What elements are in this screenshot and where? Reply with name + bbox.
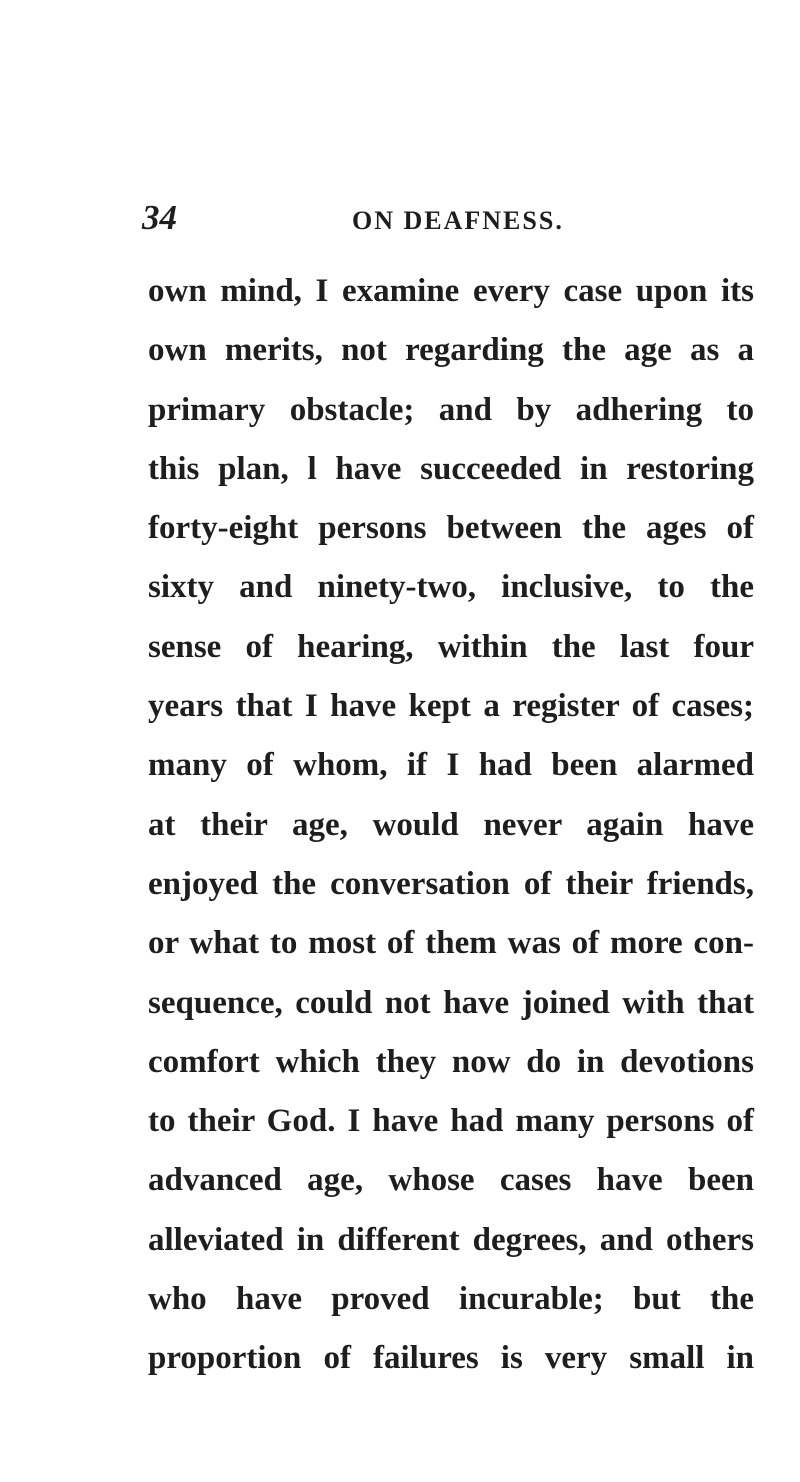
text-line: many of whom, if I had been alarmed <box>148 747 754 784</box>
text-line: advanced age, whose cases have been <box>148 1162 754 1199</box>
text-line: years that I have kept a register of cases; <box>148 688 754 725</box>
running-title: ON DEAFNESS. <box>352 206 564 235</box>
text-line: own mind, I examine every case upon its <box>148 273 754 309</box>
text-line: comfort which they now do in devotions <box>148 1043 754 1080</box>
text-line: own merits, not regarding the age as a <box>148 332 754 369</box>
text-line: to their God. I have had many persons of <box>148 1103 754 1140</box>
text-line: forty-eight persons between the ages of <box>148 510 754 547</box>
text-line: this plan, l have succeeded in restoring <box>148 450 754 487</box>
body-text <box>148 262 754 1389</box>
text-line: or what to most of them was of more con- <box>148 925 754 962</box>
text-line: enjoyed the conversation of their friends, <box>148 865 754 902</box>
text-line: alleviated in different degrees, and others <box>148 1221 754 1258</box>
text-line: proportion of failures is very small in <box>148 1340 754 1377</box>
text-line: at their age, would never again have <box>148 806 754 843</box>
text-line: who have proved incurable; but the <box>148 1281 754 1318</box>
text-line: sense of hearing, within the last four <box>148 628 754 665</box>
page-number: 34 <box>142 198 177 237</box>
text-line: sixty and ninety-two, inclusive, to the <box>148 569 754 606</box>
text-line: primary obstacle; and by adhering to <box>148 391 754 428</box>
text-line: sequence, could not have joined with that <box>148 984 754 1021</box>
